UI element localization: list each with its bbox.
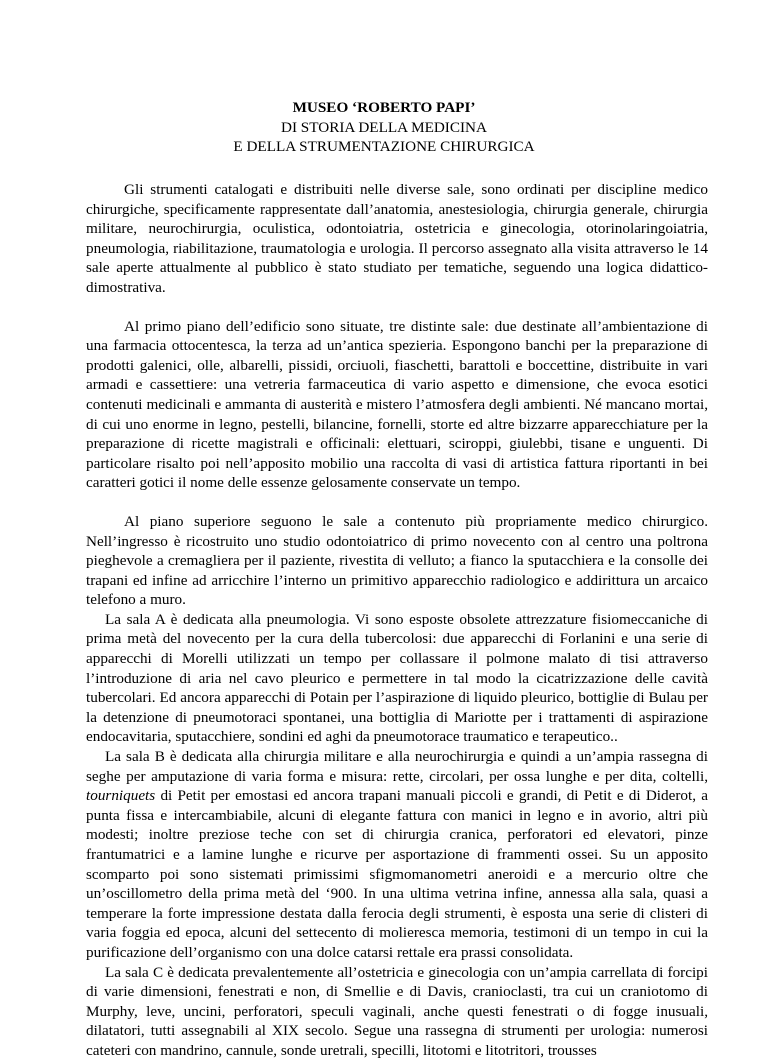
paragraph-sala-a: La sala A è dedicata alla pneumologia. Vi sono esposte obsolete attrezzature fisiomeccaniche di prima metà del novecento per la cura della tubercolosi: due apparecchi di Forlanini e una serie di apparecchi di Morelli utilizzati un tempo per collassare il polmone malato di tisi attraverso l’introduzione di aria nel cavo pleurico e permettere in tal modo la cicatrizzazione delle cavità tubercolari. Ed ancora apparecchi di Potain per l’aspirazione di liquido pleurico, bottiglie di Bulau per la detenzione di pneumotoraci spontanei, una bottiglia di Mariotte per i trattamenti di aspirazione endocavitaria, sputacchiere, sondini ed aghi da pneumotorace traumatico e terapeutico.. — [86, 610, 708, 746]
title-subline-2: E DELLA STRUMENTAZIONE CHIRURGICA — [233, 138, 535, 155]
sala-b-text-start: La sala B è dedicata alla chirurgia militare e alla neurochirurgia e quindi a un’ampia rassegna di seghe per amputazione di varia forma e misura: rette, circolari, per ossa lunghe e per dita, coltelli, — [86, 748, 708, 785]
paragraph-intro: Gli strumenti catalogati e distribuiti nelle diverse sale, sono ordinati per discipline medico chirurgiche, specificamente rappresentate dall’anatomia, anestesiologia, chirurgia generale, chirurgia militare, neurochirurgia, oculistica, odontoiatria, ostetricia e ginecologia, otorinolaringoiatria, pneumologia, riabilitazione, traumatologia e urologia. Il percorso assegnato alla visita attraverso le 14 sale aperte attualmente al pubblico è stato studiato per tematiche, seguendo una logica didattico-dimostrativa. — [86, 181, 708, 296]
title-subline-1: DI STORIA DELLA MEDICINA — [280, 118, 487, 136]
sala-b-text-end: di Petit per emostasi ed ancora trapani manuali piccoli e grandi, di Petit e di Diderot, a punta fissa e intercambiabile, alcuni di elegante fattura con manici in legno e in avorio, altri più modesti; inoltre preziose teche con set di chirurgia cranica, perforatori ed elevatori, pinze frantumatrici e a lamine lunghe e ricurve per asportazione di frammenti ossei. Su un apposito scomparto poi sono sistemati primissimi sfigmomanometri aneroidi e a mercurio oltre che un’oscillometro della prima metà del ‘900. In una ultima vetrina infine, annessa alla sala, quasi a temperare la forte impressione destata dalla ferocia degli strumenti, è esposta una serie di clisteri di varia foggia ed epoca, alcuni del settecento di molieresca memoria, testimoni di un tempo in cui la purificazione dell’organismo con una dolce catarsi rettale era prassi consolidata. — [86, 787, 709, 961]
paragraph-upper-floor: Al piano superiore seguono le sale a contenuto più propriamente medico chirurgico. Nell’ingresso è ricostruito uno studio odontoiatrico di primo novecento con al centro una poltrona pieghevole a cremagliera per il paziente, rivestita di velluto; a fianco la sputacchiera e la consolle dei trapani ed infine ad arricchire l’interno un primitivo apparecchio radiologico e addirittura un arcaico telefono a muro. — [86, 512, 708, 609]
document-body — [86, 180, 708, 1061]
paragraph-sala-b — [86, 747, 708, 963]
paragraph-first-floor: Al primo piano dell’edificio sono situate, tre distinte sale: due destinate all’ambientazione di una farmacia ottocentesca, la terza ad un’antica spezieria. Espongono banchi per la preparazione di prodotti galenici, olle, albarelli, pissidi, orciuoli, fiaschetti, barattoli e boccettine, distribuite in vari armadi e cassettiere: una vetreria farmaceutica di vario aspetto e dimensione, che evoca esotici contenuti medicinali e ammanta di austerità e mistero l’atmosfera degli ambienti. Né mancano mortai, di cui uno enorme in legno, pestelli, bilancine, fornelli, storte ed altre bizzarre apparecchiature per la preparazione di ricette magistrali e officinali: elettuari, sciroppi, giulebbi, tisane e unguenti. Di particolare risalto poi nell’apposito mobilio una raccolta di vasi di artistica fattura riportanti in bei caratteri gotici il nome delle essenze gelosamente conservate un tempo. — [86, 317, 708, 492]
paragraph-sala-c: La sala C è dedicata prevalentemente all’ostetricia e ginecologia con un’ampia carrellata di forcipi di varie dimensioni, fenestrati e non, di Smellie e di Davis, cranioclasti, tra cui un craniotomo di Murphy, leve, uncini, perforatori, speculi vaginali, anche questi fenestrati o di fogge inusuali, dilatatori, tutti assegnabili al XIX secolo. Segue una rassegna di strumenti per urologia: numerosi cateteri con mandrino, cannule, sonde uretrali, specilli, litotomi e litotritori, trousses — [86, 963, 708, 1059]
italic-term: tourniquets — [86, 787, 156, 805]
document-title — [0, 98, 768, 157]
museum-name: MUSEO ‘ROBERTO PAPI’ — [292, 99, 476, 116]
